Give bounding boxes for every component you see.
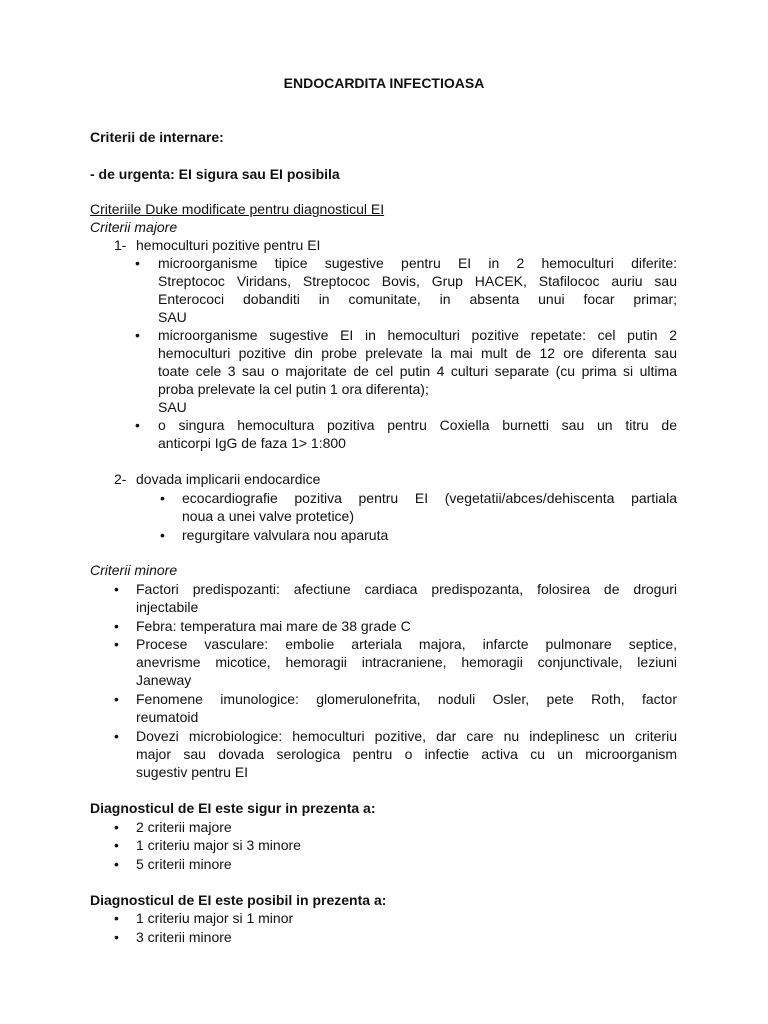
possible-diagnosis-heading: Diagnosticul de EI este posibil in prezenta a:	[90, 892, 387, 908]
sure-diagnosis-heading: Diagnosticul de EI este sigur in prezenta a:	[90, 800, 376, 816]
major-2-bullet-2	[182, 526, 677, 544]
text-line: major sau dovada serologica pentru o infectie activa cu un microorganism	[136, 746, 677, 762]
bullet-icon	[114, 855, 122, 873]
text-line: proba prelevate la cel putin 1 ora diferenta);	[158, 381, 429, 397]
bullet-icon	[114, 909, 122, 927]
possible-item-2: 3 criterii minore	[136, 929, 232, 945]
sure-item-3: 5 criterii minore	[136, 856, 232, 872]
major-item-2-number: 2-	[114, 471, 127, 487]
duke-criteria-heading: Criteriile Duke modificate pentru diagnosticul EI	[90, 201, 385, 217]
major-item-1-text: hemoculturi pozitive pentru EI	[136, 237, 321, 253]
sure-item-1: 2 criterii majore	[136, 819, 232, 835]
bullet-icon	[114, 727, 122, 745]
text-line: SAU	[158, 399, 187, 415]
bullet-icon	[160, 526, 168, 544]
minor-bullet-3	[136, 635, 677, 689]
text-line: Dovezi microbiologice: hemoculturi pozitive, dar care nu indeplinesc un criteriu	[136, 728, 677, 744]
text-line: SAU	[158, 309, 187, 325]
text-line: noua a unei valve protetice)	[182, 508, 354, 524]
minor-bullet-1	[136, 580, 677, 616]
text-line: Procese vasculare: embolie arteriala majora, infarcte pulmonare septice,	[136, 636, 677, 652]
text-line: o singura hemocultura pozitiva pentru Coxiella burnetti sau un titru de	[158, 417, 677, 433]
text-line: Febra: temperatura mai mare de 38 grade C	[136, 618, 411, 634]
text-line: injectabile	[136, 599, 199, 615]
possible-item-1: 1 criteriu major si 1 minor	[136, 910, 294, 926]
text-line: Fenomene imunologice: glomerulonefrita, noduli Osler, pete Roth, factor	[136, 691, 677, 707]
bullet-icon	[114, 635, 122, 653]
text-line: anevrisme micotice, hemoragii intracraniene, hemoragii conjunctivale, leziuni	[136, 654, 677, 670]
text-line: microorganisme sugestive EI in hemoculturi pozitive repetate: cel putin 2	[158, 327, 677, 343]
text-line: Enterococi dobanditi in comunitate, in absenta unui focar primar;	[158, 291, 677, 307]
major-2-bullet-1	[182, 489, 677, 525]
text-line: ecocardiografie pozitiva pentru EI (vegetatii/abces/dehiscenta partiala	[182, 490, 677, 506]
text-line: Janeway	[136, 672, 192, 688]
urgency-line: - de urgenta: EI sigura sau EI posibila	[90, 166, 340, 182]
minor-bullet-5	[136, 727, 677, 781]
major-1-bullet-1	[158, 254, 677, 326]
text-line: Factori predispozanti: afectiune cardiaca predispozanta, folosirea de droguri	[136, 581, 677, 597]
bullet-icon	[114, 580, 122, 598]
bullet-icon	[135, 254, 143, 272]
bullet-icon	[114, 617, 122, 635]
major-item-1-number: 1-	[114, 237, 127, 253]
bullet-icon	[135, 326, 143, 344]
major-item-2-text: dovada implicarii endocardice	[136, 471, 321, 487]
minor-bullet-4	[136, 690, 677, 726]
text-line: Streptococ Viridans, Streptococ Bovis, Grup HACEK, Stafilococ auriu sau	[158, 273, 677, 289]
text-line: sugestiv pentru EI	[136, 764, 249, 780]
bullet-icon	[114, 818, 122, 836]
bullet-icon	[114, 836, 122, 854]
text-line: regurgitare valvulara nou aparuta	[182, 527, 389, 543]
bullet-icon	[114, 928, 122, 946]
bullet-icon	[160, 489, 168, 507]
text-line: reumatoid	[136, 709, 199, 725]
document-title: ENDOCARDITA INFECTIOASA	[283, 75, 485, 91]
text-line: anticorpi IgG de faza 1> 1:800	[158, 435, 346, 451]
major-1-bullet-3	[158, 416, 677, 452]
text-line: microorganisme tipice sugestive pentru EI in 2 hemoculturi diferite:	[158, 255, 677, 271]
major-criteria-heading: Criterii majore	[90, 219, 178, 235]
admission-criteria-heading: Criterii de internare:	[90, 129, 224, 145]
text-line: hemoculturi pozitive din probe prelevate la mai mult de 12 ore diferenta sau	[158, 345, 677, 361]
bullet-icon	[135, 416, 143, 434]
text-line: toate cele 3 sau o majoritate de cel putin 4 culturi separate (cu prima si ultima	[158, 363, 677, 379]
bullet-icon	[114, 690, 122, 708]
sure-item-2: 1 criteriu major si 3 minore	[136, 837, 301, 853]
minor-bullet-2	[136, 617, 677, 635]
minor-criteria-heading: Criterii minore	[90, 562, 178, 578]
major-1-bullet-2	[158, 326, 677, 416]
